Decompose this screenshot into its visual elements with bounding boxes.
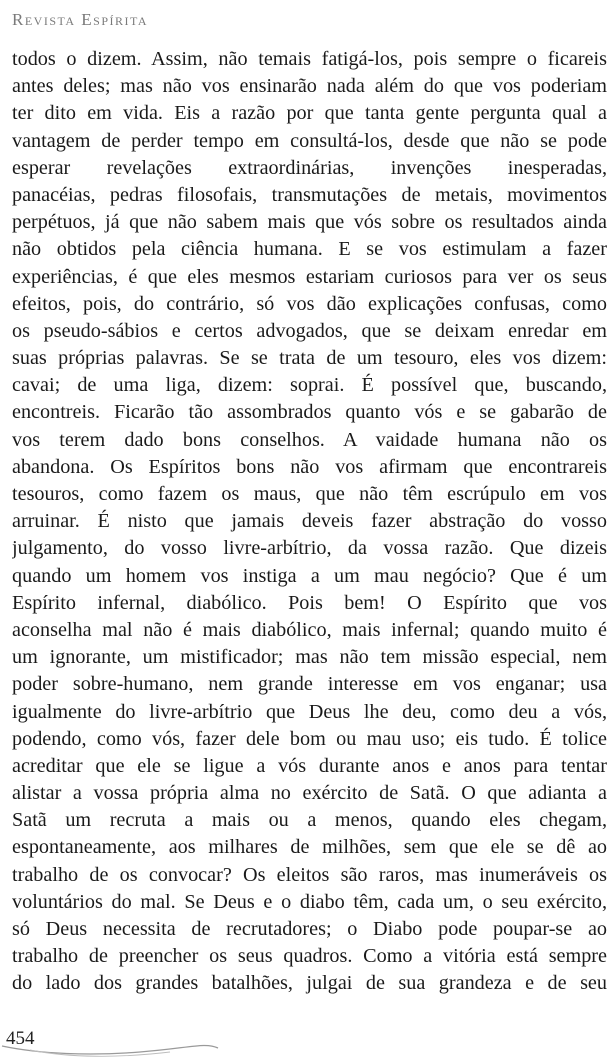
text-line: alistar a vossa própria alma no exército de Satã. O que adianta a [12,782,607,805]
text-line: voluntários do mal. Se Deus e o diabo têm, cada um, o seu exército, [12,890,607,913]
running-header: Revista Espírita [12,10,149,29]
text-line: perpétuos, já que não sabem mais que vós sobre os resultados ainda [12,211,607,234]
text-line: arruinar. É nisto que jamais deveis fazer abstração do vosso [12,510,607,533]
text-line: podendo, como vós, fazer dele bom ou mau uso; eis tudo. É tolice [12,727,607,750]
text-line: vos terem dado bons conselhos. A vaidade humana não os [12,428,607,451]
text-line: cavai; de uma liga, dizem: soprai. É possível que, buscando, [12,374,607,397]
text-line: aconselha mal não é mais diabólico, mais infernal; quando muito é [12,618,607,641]
body-text [12,46,607,998]
text-line: antes deles; mas não vos ensinarão nada além do que vos poderiam [12,75,607,98]
text-line: vantagem de perder tempo em consultá-los, desde que não se pode [12,129,607,152]
text-line: não obtidos pela ciência humana. E se vos estimulam a fazer [12,238,607,261]
text-line: espontaneamente, aos milhares de milhões, sem que ele se dê ao [12,836,607,859]
text-line: todos o dizem. Assim, não temais fatigá-los, pois sempre o ficareis [12,48,607,70]
text-line: trabalho de preencher os seus quadros. Como a vitória está sempre [12,945,607,968]
text-line: esperar revelações extraordinárias, invenções inesperadas, [12,156,607,179]
text-line: quando um homem vos instiga a um mau negócio? Que é um [12,564,607,587]
text-line: panacéias, pedras filosofais, transmutações de metais, movimentos [12,183,607,206]
page-number: 454 [6,1028,35,1049]
text-line: Espírito infernal, diabólico. Pois bem! O Espírito que vos [12,591,607,614]
text-line: um ignorante, um mistificador; mas não tem missão especial, nem [12,646,607,669]
text-line: abandona. Os Espíritos bons não vos afirmam que encontrareis [12,455,607,478]
text-line: do lado dos grandes batalhões, julgai de sua grandeza e de seu [12,972,607,995]
text-line: tesouros, como fazem os maus, que não têm escrúpulo em vos [12,483,607,505]
text-line: trabalho de os convocar? Os eleitos são raros, mas inumeráveis os [12,863,607,886]
text-line: encontreis. Ficarão tão assombrados quanto vós e se gabarão de [12,401,607,424]
text-line: igualmente do livre-arbítrio que Deus lhe deu, como deu a vós, [12,700,607,723]
text-line: julgamento, do vosso livre-arbítrio, da vossa razão. Que dizeis [12,537,607,560]
text-line: Satã um recruta a mais ou a menos, quando eles chegam, [12,809,607,832]
text-line: efeitos, pois, do contrário, só vos dão explicações confusas, como [12,292,607,315]
text-line: suas próprias palavras. Se se trata de um tesouro, eles vos dizem: [12,347,607,370]
text-line: poder sobre-humano, nem grande interesse em vos enganar; usa [12,673,607,696]
text-line: ter dito em vida. Eis a razão por que tanta gente pergunta qual a [12,102,607,125]
text-line: só Deus necessita de recrutadores; o Diabo pode poupar-se ao [12,918,607,940]
text-line: os pseudo-sábios e certos advogados, que se deixam enredar em [12,319,607,342]
text-line: experiências, é que eles mesmos estariam curiosos para ver os seus [12,265,607,288]
text-line: acreditar que ele se ligue a vós durante anos e anos para tentar [12,754,607,777]
